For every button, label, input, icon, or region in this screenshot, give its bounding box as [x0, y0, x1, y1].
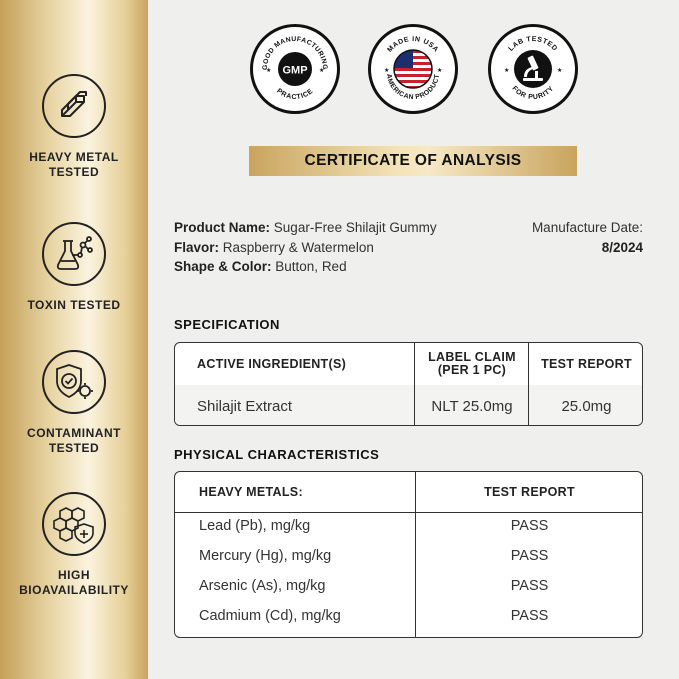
- physical-heading: PHYSICAL CHARACTERISTICS: [174, 447, 380, 462]
- svg-text:★: ★: [266, 68, 272, 74]
- metal-name: Lead (Pb), mg/kg: [199, 518, 311, 534]
- table-row: [175, 602, 642, 632]
- table-row: [175, 542, 642, 572]
- feature-sidebar: [0, 0, 148, 679]
- feature-label: CONTAMINANT TESTED: [27, 426, 121, 455]
- table-header-test-report: TEST REPORT: [541, 356, 632, 371]
- manufacture-date-value: 8/2024: [601, 239, 643, 255]
- product-name: Sugar-Free Shilajit Gummy: [273, 220, 437, 235]
- feature-contaminant: [0, 350, 148, 456]
- flavor-label: Flavor:: [174, 239, 220, 255]
- lab-tested-badge: [488, 24, 578, 114]
- gmp-badge: [250, 24, 340, 114]
- svg-text:★: ★: [437, 68, 443, 74]
- metal-name: Mercury (Hg), mg/kg: [199, 548, 332, 564]
- made-in-usa-badge: [368, 24, 458, 114]
- honeycomb-shield-icon: [42, 492, 106, 556]
- table-header-heavy-metals: HEAVY METALS:: [199, 485, 303, 499]
- badge-top-text: LAB TESTED: [507, 35, 559, 53]
- manufacture-date-label: Manufacture Date:: [531, 220, 643, 235]
- metal-result: PASS: [510, 608, 549, 624]
- metal-result: PASS: [510, 578, 549, 594]
- physical-table: [174, 471, 643, 638]
- badge-top-text: GOOD MANUFACTURING: [261, 35, 329, 71]
- metal-name: Cadmium (Cd), mg/kg: [199, 608, 341, 624]
- product-name-label: Product Name:: [174, 220, 271, 235]
- svg-text:★: ★: [319, 68, 325, 74]
- svg-text:★: ★: [384, 68, 390, 74]
- ingredient-cell: Shilajit Extract: [197, 397, 293, 415]
- specification-heading: SPECIFICATION: [174, 317, 280, 332]
- svg-text:★: ★: [557, 68, 563, 74]
- flavor-value: Raspberry & Watermelon: [222, 239, 374, 255]
- feature-label: HEAVY METAL TESTED: [29, 150, 119, 179]
- page-title: CERTIFICATE OF ANALYSIS: [249, 146, 577, 176]
- feature-heavy-metal: [0, 74, 148, 180]
- feature-label: HIGH BIOAVAILABILITY: [19, 568, 129, 597]
- us-flag-icon: [391, 47, 435, 91]
- badge-bottom-text: FOR PURITY: [510, 85, 556, 102]
- flask-molecule-icon: [42, 222, 106, 286]
- svg-text:PRACTICE: [275, 88, 314, 101]
- feature-toxin: [0, 222, 148, 313]
- shield-virus-icon: [42, 350, 106, 414]
- test-report-cell: 25.0mg: [561, 397, 612, 415]
- gmp-label: GMP: [282, 64, 308, 77]
- shape-label: Shape & Color:: [174, 259, 272, 274]
- metal-result: PASS: [510, 548, 549, 564]
- metal-result: PASS: [510, 518, 549, 534]
- table-header-label-claim: LABEL CLAIM (PER 1 PC): [428, 350, 516, 377]
- feature-bioavailability: [0, 492, 148, 598]
- table-header-ingredient: ACTIVE INGREDIENT(S): [197, 356, 347, 371]
- svg-text:★: ★: [504, 68, 510, 74]
- manufacture-date: [532, 218, 643, 257]
- table-header-test-report: TEST REPORT: [484, 485, 575, 499]
- label-claim-cell: NLT 25.0mg: [431, 397, 513, 415]
- table-row: [175, 512, 642, 542]
- metal-bars-icon: [42, 74, 106, 138]
- product-info: [174, 218, 437, 277]
- badge-bottom-text: AMERICAN PRODUCT: [384, 73, 442, 102]
- shape-value: Button, Red: [275, 259, 347, 274]
- table-row: [175, 572, 642, 602]
- specification-table: [174, 342, 643, 426]
- badge-bottom-text: PRACTICE: [275, 87, 315, 102]
- metal-name: Arsenic (As), mg/kg: [199, 578, 326, 594]
- badge-top-text: MADE IN USA: [386, 35, 440, 54]
- feature-label: TOXIN TESTED: [27, 298, 121, 312]
